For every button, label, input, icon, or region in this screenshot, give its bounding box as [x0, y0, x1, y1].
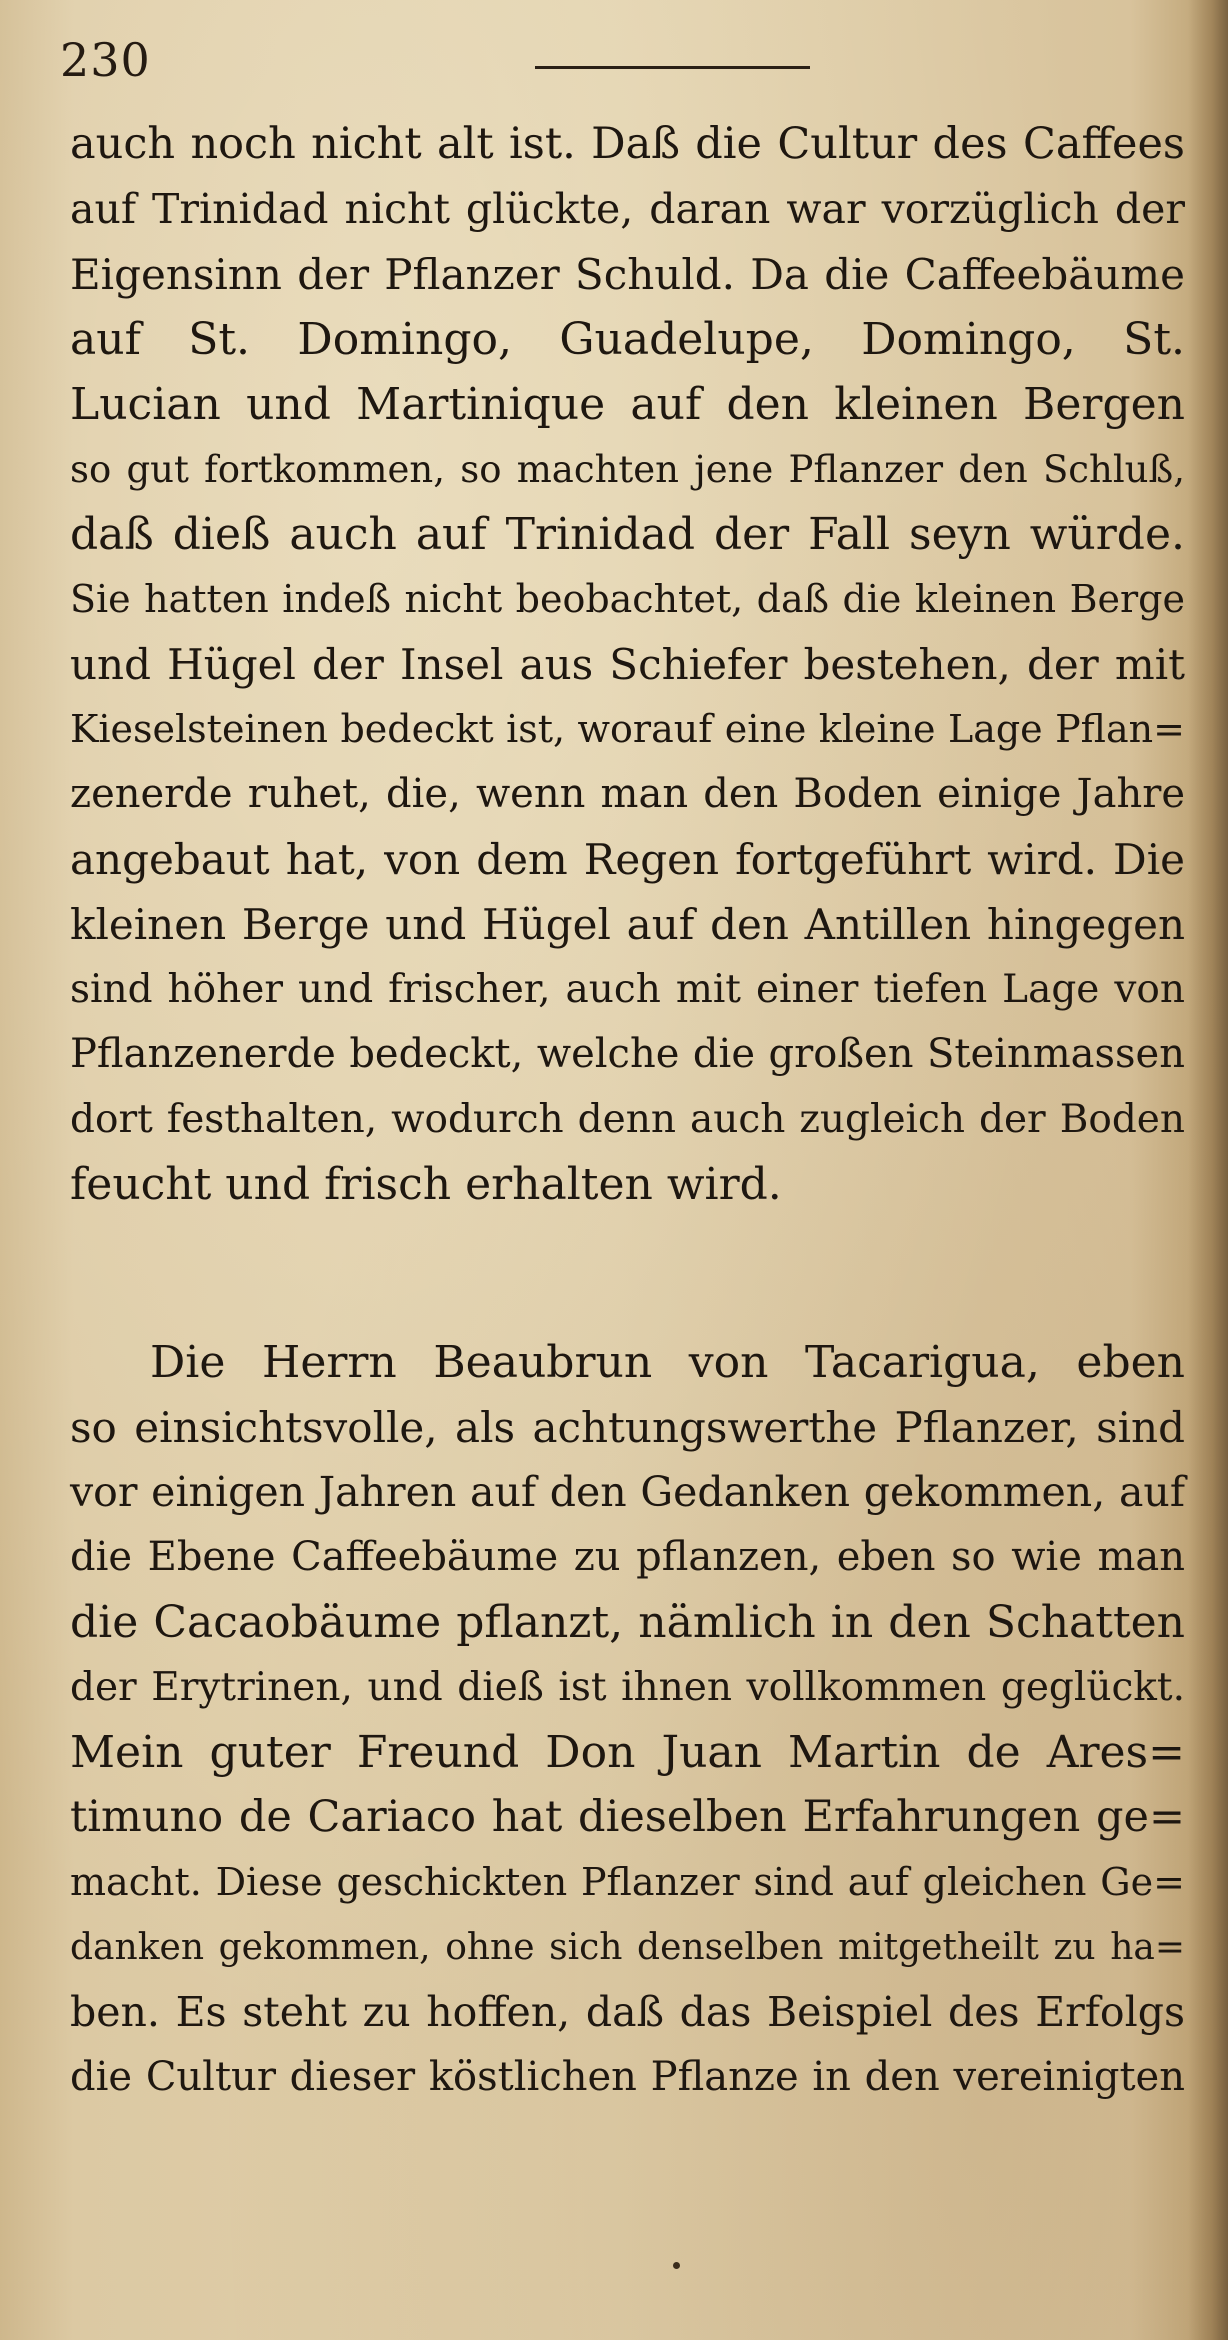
text-line: der Erytrinen, und dieß ist ihnen vollkommen geglückt.: [70, 1665, 1185, 1710]
text-line: dort festhalten, wodurch denn auch zugleich der Boden: [70, 1097, 1185, 1142]
page-edge-shadow: [1188, 0, 1228, 2340]
page-header: [60, 30, 1170, 90]
text-line: ben. Es steht zu hoffen, daß das Beispiel des Erfolgs: [70, 1988, 1185, 2036]
text-line: timuno de Cariaco hat dieselben Erfahrungen ge=: [70, 1792, 1185, 1842]
paragraph-2: [70, 1330, 1185, 2110]
text-line: Kieselsteinen bedeckt ist, worauf eine kleine Lage Pflan=: [70, 707, 1185, 751]
text-line: auch noch nicht alt ist. Daß die Cultur des Caffees: [70, 119, 1185, 169]
text-line: auf St. Domingo, Guadelupe, Domingo, St.: [70, 314, 1185, 365]
page-number: 230: [60, 33, 151, 87]
text-line: so gut fortkommen, so machten jene Pflanzer den Schluß,: [70, 448, 1185, 491]
paragraph-1: [70, 112, 1185, 1217]
text-line: Eigensinn der Pflanzer Schuld. Da die Caffeebäume: [70, 250, 1185, 299]
text-line: zenerde ruhet, die, wenn man den Boden einige Jahre: [70, 771, 1185, 817]
text-line: die Cultur dieser köstlichen Pflanze in den vereinigten: [70, 2054, 1185, 2100]
text-line: angebaut hat, von dem Regen fortgeführt wird. Die: [70, 835, 1185, 884]
text-line: die Ebene Caffeebäume zu pflanzen, eben so wie man: [70, 1534, 1185, 1580]
text-line: so einsichtsvolle, als achtungswerthe Pflanzer, sind: [70, 1403, 1185, 1452]
text-line: die Cacaobäume pflanzt, nämlich in den Schatten: [70, 1597, 1185, 1648]
text-line: Mein guter Freund Don Juan Martin de Ares=: [70, 1727, 1185, 1778]
text-line: kleinen Berge und Hügel auf den Antillen hingegen: [70, 900, 1185, 949]
text-line: Lucian und Martinique auf den kleinen Bergen: [70, 379, 1185, 430]
text-line: Die Herrn Beaubrun von Tacarigua, eben: [150, 1337, 1185, 1388]
text-line: vor einigen Jahren auf den Gedanken gekommen, auf: [70, 1468, 1185, 1516]
header-rule: [535, 66, 810, 69]
text-line: danken gekommen, ohne sich denselben mitgetheilt zu ha=: [70, 1927, 1185, 1968]
text-line: sind höher und frischer, auch mit einer tiefen Lage von: [70, 967, 1185, 1012]
text-line: daß dieß auch auf Trinidad der Fall seyn würde.: [70, 509, 1185, 560]
ink-speck: [673, 2262, 680, 2269]
text-line: macht. Diese geschickten Pflanzer sind auf gleichen Ge=: [70, 1860, 1185, 1904]
text-line: Sie hatten indeß nicht beobachtet, daß die kleinen Berge: [70, 577, 1185, 621]
text-line: und Hügel der Insel aus Schiefer bestehen, der mit: [70, 640, 1185, 689]
text-line: Pflanzenerde bedeckt, welche die großen Steinmassen: [70, 1031, 1185, 1077]
text-line: auf Trinidad nicht glückte, daran war vorzüglich der: [70, 185, 1185, 233]
text-line: feucht und frisch erhalten wird.: [70, 1159, 782, 1210]
